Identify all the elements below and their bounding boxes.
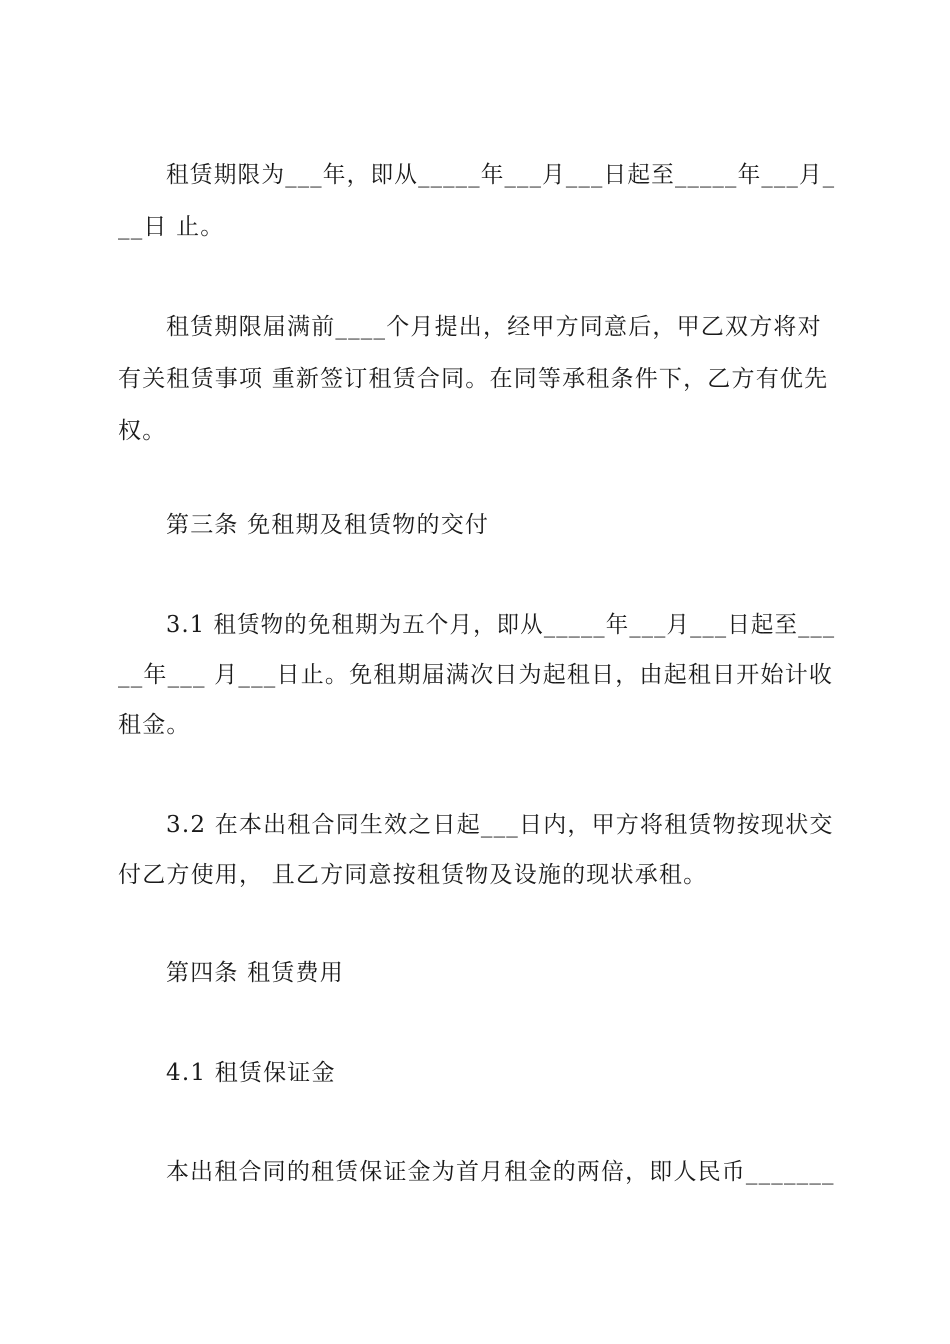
text-line: 3.1 租赁物的免租期为五个月，即从_____年___月___日起至___ <box>166 612 836 638</box>
text-line: __日 止。 <box>118 214 225 240</box>
text-line: 本出租合同的租赁保证金为首月租金的两倍，即人民币_______ <box>166 1159 835 1185</box>
text-line: __年___ 月___日止。免租期届满次日为起租日，由起租日开始计收 <box>118 662 834 688</box>
text-line: 租赁期限届满前____个月提出，经甲方同意后，甲乙双方将对 <box>166 314 822 340</box>
text-line: 3.2 在本出租合同生效之日起___日内，甲方将租赁物按现状交 <box>166 812 834 838</box>
text-line: 有关租赁事项 重新签订租赁合同。在同等承租条件下，乙方有优先 <box>118 366 829 392</box>
subsection-heading: 4.1 租赁保证金 <box>166 1060 336 1086</box>
text-line: 付乙方使用， 且乙方同意按租赁物及设施的现状承租。 <box>118 862 708 888</box>
section-heading: 第三条 免租期及租赁物的交付 <box>166 512 490 538</box>
text-line: 权。 <box>118 418 167 444</box>
text-line: 租金。 <box>118 712 191 738</box>
text-line: 租赁期限为___年，即从_____年___月___日起至_____年___月_ <box>166 162 836 188</box>
section-heading: 第四条 租赁费用 <box>166 960 344 986</box>
